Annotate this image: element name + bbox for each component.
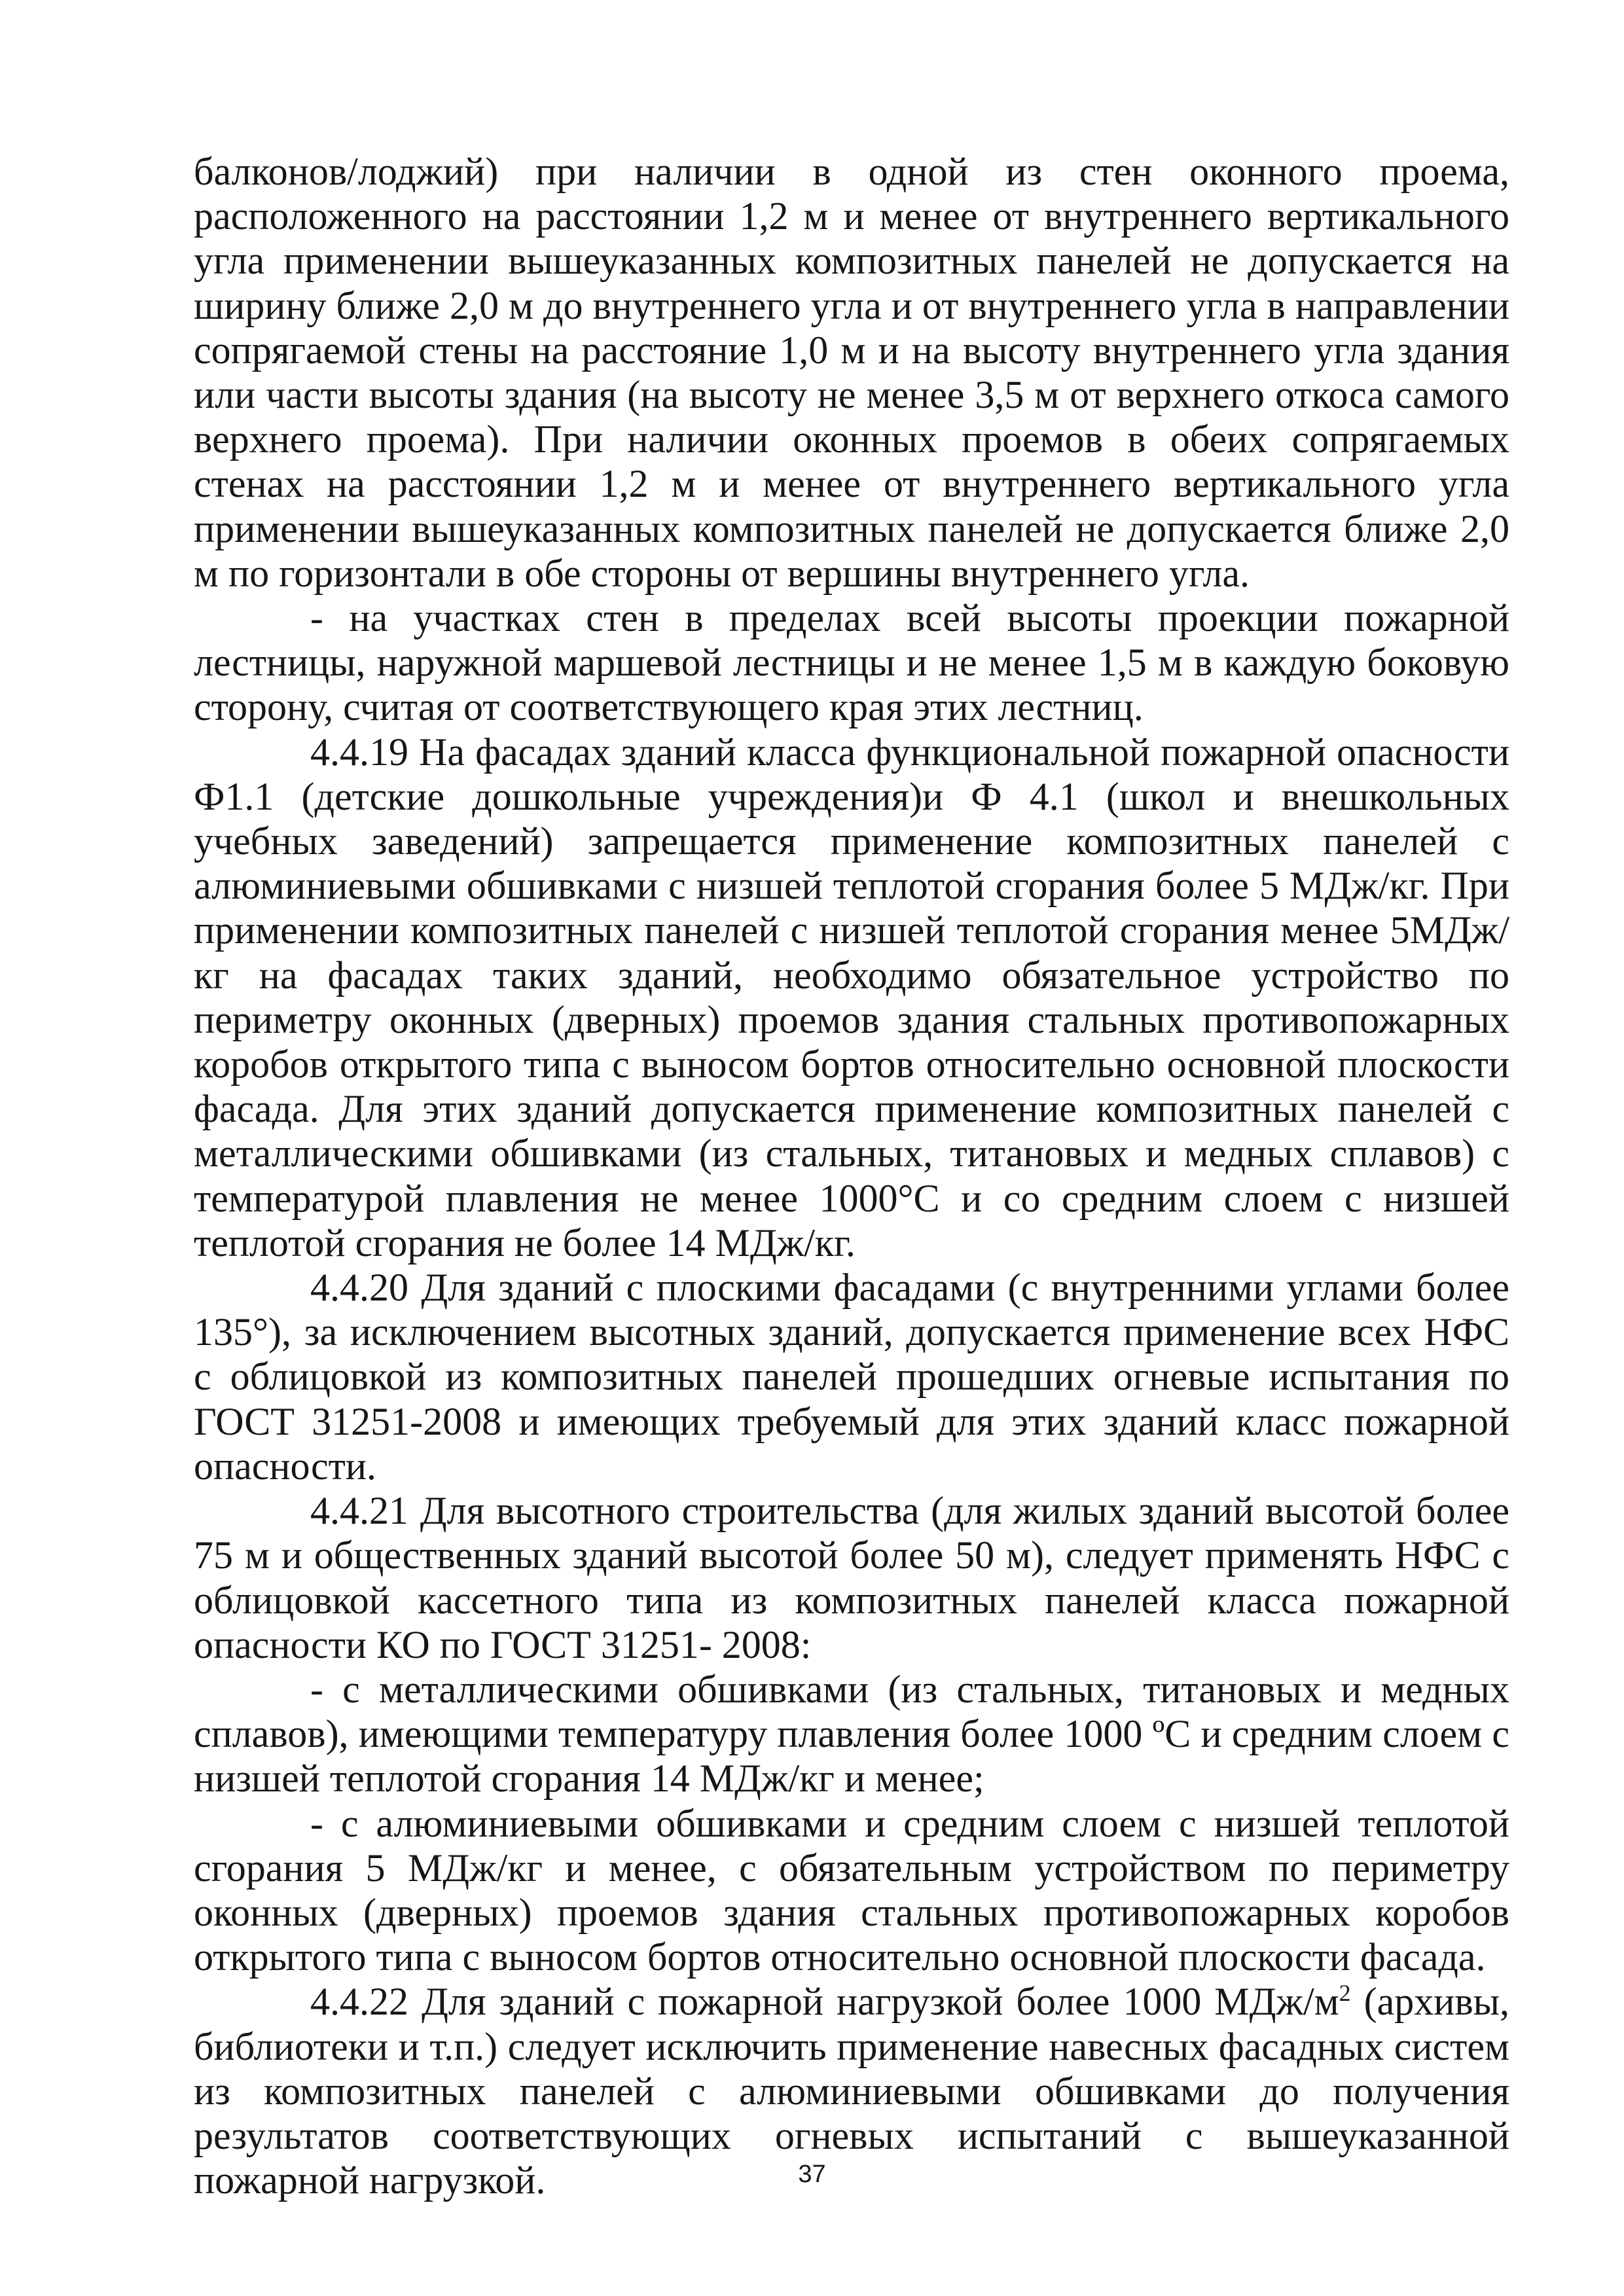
paragraph-list-item-metal: - с металлическими обшивками (из стальных, титановых и медных сплавов), имеющими температуру плавления более 1000 ºС и средним слоем с низшей теплотой сгорания 14 МДж/кг и менее; [194, 1667, 1509, 1801]
paragraph-list-item-aluminium: - с алюминиевыми обшивками и средним слоем с низшей теплотой сгорания 5 МДж/кг и менее, с обязательным устройством по периметру оконных (дверных) проемов здания стальных противопожарных коробов открытого типа с выносом бортов относительно основной плоскости фасада. [194, 1801, 1509, 1979]
page-number: 37 [798, 2161, 826, 2188]
paragraph-continuation: балконов/лоджий) при наличии в одной из стен оконного проема, расположенного на расстоянии 1,2 м и менее от внутреннего вертикального угла применении вышеуказанных композитных панелей не допускается на ширину ближе 2,0 м до внутреннего угла и от внутреннего угла в направлении сопрягаемой стены на расстояние 1,0 м и на высоту внутреннего угла здания или части высоты здания (на высоту не менее 3,5 м от верхнего откоса самого верхнего проема). При наличии оконных проемов в обеих сопрягаемых стенах на расстоянии 1,2 м и менее от внутреннего вертикального угла применении вышеуказанных композитных панелей не допускается ближе 2,0 м по горизонтали в обе стороны от вершины внутреннего угла. [194, 150, 1509, 595]
paragraph-4-4-22-text-after: (архивы, библиотеки и т.п.) следует исключить применение навесных фасадных систем из композитных панелей с алюминиевыми обшивками до получения результатов соответствующих огневых испытаний с вышеуказанной пожарной нагрузкой. [194, 1980, 1509, 2202]
paragraph-4-4-20: 4.4.20 Для зданий с плоскими фасадами (с внутренними углами более 135°), за исключением высотных зданий, допускается применение всех НФС с облицовкой из композитных панелей прошедших огневые испытания по ГОСТ 31251-2008 и имеющих требуемый для этих зданий класс пожарной опасности. [194, 1266, 1509, 1488]
superscript-squared: 2 [1339, 1980, 1351, 2007]
paragraph-4-4-22-text-before: 4.4.22 Для зданий с пожарной нагрузкой более 1000 МДж/м [310, 1980, 1339, 2024]
paragraph-4-4-21: 4.4.21 Для высотного строительства (для жилых зданий высотой более 75 м и общественных зданий высотой более 50 м), следует применять НФС с облицовкой кассетного типа из композитных панелей класса пожарной опасности КО по ГОСТ 31251- 2008: [194, 1489, 1509, 1666]
document-body [194, 149, 1509, 2202]
paragraph-list-item-stairs: - на участках стен в пределах всей высоты проекции пожарной лестницы, наружной маршевой лестницы и не менее 1,5 м в каждую боковую сторону, считая от соответствующего края этих лестниц. [194, 596, 1509, 729]
paragraph-4-4-19: 4.4.19 На фасадах зданий класса функциональной пожарной опасности Ф1.1 (детские дошкольные учреждения)и Ф 4.1 (школ и внешкольных учебных заведений) запрещается применение композитных панелей с алюминиевыми обшивками с низшей теплотой сгорания более 5 МДж/кг. При применении композитных панелей с низшей теплотой сгорания менее 5МДж/кг на фасадах таких зданий, необходимо обязательное устройство по периметру оконных (дверных) проемов здания стальных противопожарных коробов открытого типа с выносом бортов относительно основной плоскости фасада. Для этих зданий допускается применение композитных панелей с металлическими обшивками (из стальных, титановых и медных сплавов) с температурой плавления не менее 1000°С и со средним слоем с низшей теплотой сгорания не более 14 МДж/кг. [194, 730, 1509, 1265]
